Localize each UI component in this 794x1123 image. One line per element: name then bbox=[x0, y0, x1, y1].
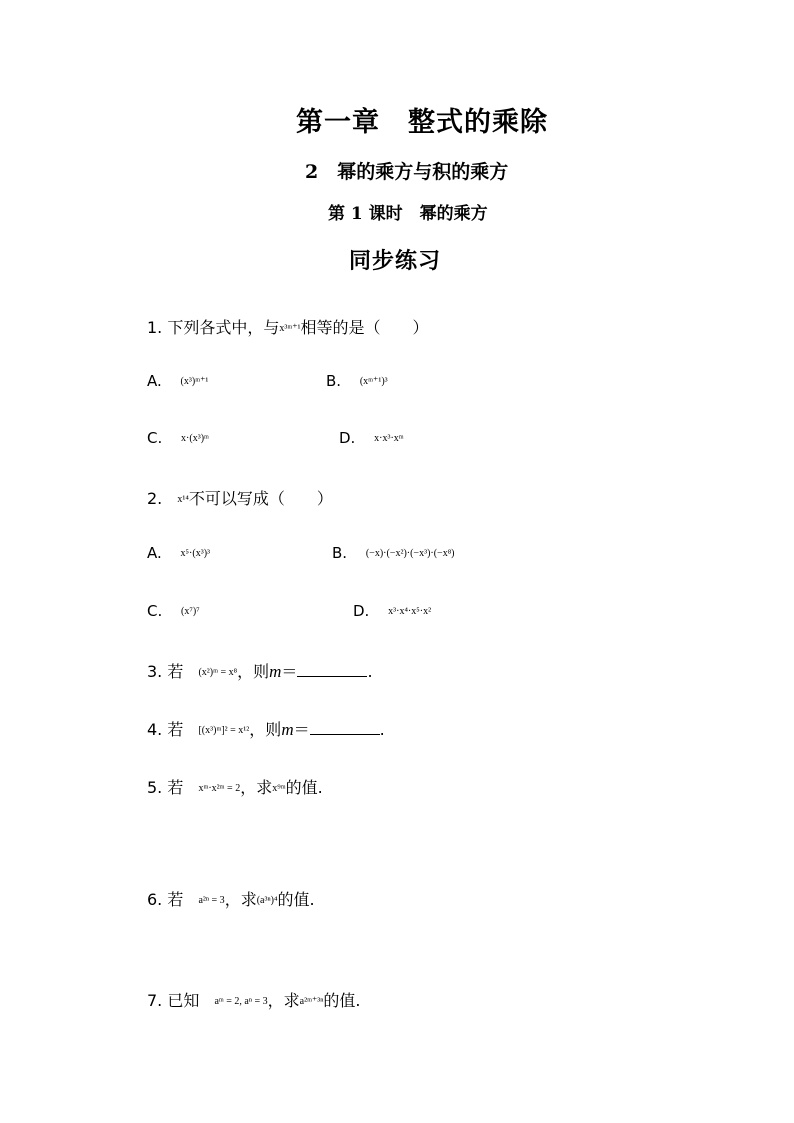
option-a bbox=[147, 372, 208, 390]
math-expression: [(x³)ᵐ]² = x¹² bbox=[198, 725, 250, 736]
question-text: 2. bbox=[147, 489, 163, 508]
math-expression: x¹⁴ bbox=[177, 494, 189, 505]
option-math: x³·x⁴·x⁵·x² bbox=[388, 606, 432, 617]
question-4 bbox=[147, 717, 385, 740]
question-text: . bbox=[367, 662, 373, 681]
lesson-title: 第 1 课时 幂的乘方 bbox=[328, 204, 488, 224]
question-2 bbox=[147, 486, 333, 509]
option-d bbox=[353, 602, 431, 620]
option-c bbox=[147, 602, 200, 620]
option-label: C. bbox=[147, 429, 163, 447]
question-text: 的值. bbox=[277, 890, 315, 909]
question-text: ＝ bbox=[281, 662, 298, 681]
option-c bbox=[147, 429, 209, 447]
option-label: C. bbox=[147, 602, 163, 620]
option-label: B. bbox=[326, 372, 342, 390]
math-expression: a²ᵐ⁺³ⁿ bbox=[299, 996, 324, 1007]
option-a bbox=[147, 544, 210, 562]
math-expression: xᵐ·x²ᵐ = 2 bbox=[198, 783, 241, 794]
option-label: A. bbox=[147, 372, 162, 390]
option-math: x⁵·(x³)³ bbox=[180, 548, 211, 559]
option-b bbox=[326, 372, 388, 390]
question-7 bbox=[147, 988, 361, 1011]
math-expression: a²ⁿ = 3 bbox=[198, 895, 225, 906]
question-text: 3. 若 bbox=[147, 662, 184, 681]
answer-blank[interactable] bbox=[297, 662, 367, 677]
question-5 bbox=[147, 775, 323, 798]
question-3 bbox=[147, 659, 373, 682]
question-text: 的值. bbox=[323, 991, 361, 1010]
option-math: (x⁷)⁷ bbox=[181, 606, 200, 617]
question-text: ，则 bbox=[249, 720, 282, 739]
question-1 bbox=[147, 315, 429, 338]
question-text: 1. 下列各式中，与 bbox=[147, 318, 280, 337]
option-math: (x³)ᵐ⁺¹ bbox=[180, 376, 209, 387]
exercise-title: 同步练习 bbox=[349, 248, 442, 274]
question-text: 5. 若 bbox=[147, 778, 184, 797]
option-label: D. bbox=[353, 602, 370, 620]
math-expression: x⁹ᵐ bbox=[272, 783, 286, 794]
option-d bbox=[339, 429, 404, 447]
option-math: (xᵐ⁺¹)³ bbox=[359, 376, 388, 387]
question-text: ，求 bbox=[240, 778, 273, 797]
variable-m: m bbox=[281, 720, 294, 739]
option-b bbox=[332, 544, 455, 562]
math-expression: aᵐ = 2, aⁿ = 3 bbox=[214, 996, 268, 1007]
question-text: ，则 bbox=[237, 662, 270, 681]
question-6 bbox=[147, 887, 315, 910]
option-math: x·(x³)ᵐ bbox=[181, 433, 209, 444]
option-label: B. bbox=[332, 544, 348, 562]
question-text: ，求 bbox=[267, 991, 300, 1010]
variable-m: m bbox=[269, 662, 282, 681]
option-math: (−x)·(−x²)·(−x³)·(−x⁸) bbox=[365, 548, 455, 559]
option-math: x·x³·xᵐ bbox=[374, 433, 404, 444]
option-label: A. bbox=[147, 544, 162, 562]
option-label: D. bbox=[339, 429, 356, 447]
math-expression: (a³ⁿ)⁴ bbox=[256, 895, 278, 906]
question-text: 7. 已知 bbox=[147, 991, 200, 1010]
chapter-title: 第一章 整式的乘除 bbox=[296, 107, 548, 138]
section-title: 2 幂的乘方与积的乘方 bbox=[305, 161, 509, 183]
question-text: 的值. bbox=[285, 778, 323, 797]
question-text: ＝ bbox=[293, 720, 310, 739]
question-text: 相等的是（ ） bbox=[300, 318, 429, 337]
question-text: 6. 若 bbox=[147, 890, 184, 909]
question-text: ，求 bbox=[224, 890, 257, 909]
question-text: 4. 若 bbox=[147, 720, 184, 739]
answer-blank[interactable] bbox=[310, 720, 380, 735]
math-expression: x³ᵐ⁺¹ bbox=[279, 323, 301, 334]
question-text: 不可以写成（ ） bbox=[188, 489, 333, 508]
math-expression: (x²)ᵐ = x⁸ bbox=[198, 667, 238, 678]
question-text: . bbox=[379, 720, 385, 739]
